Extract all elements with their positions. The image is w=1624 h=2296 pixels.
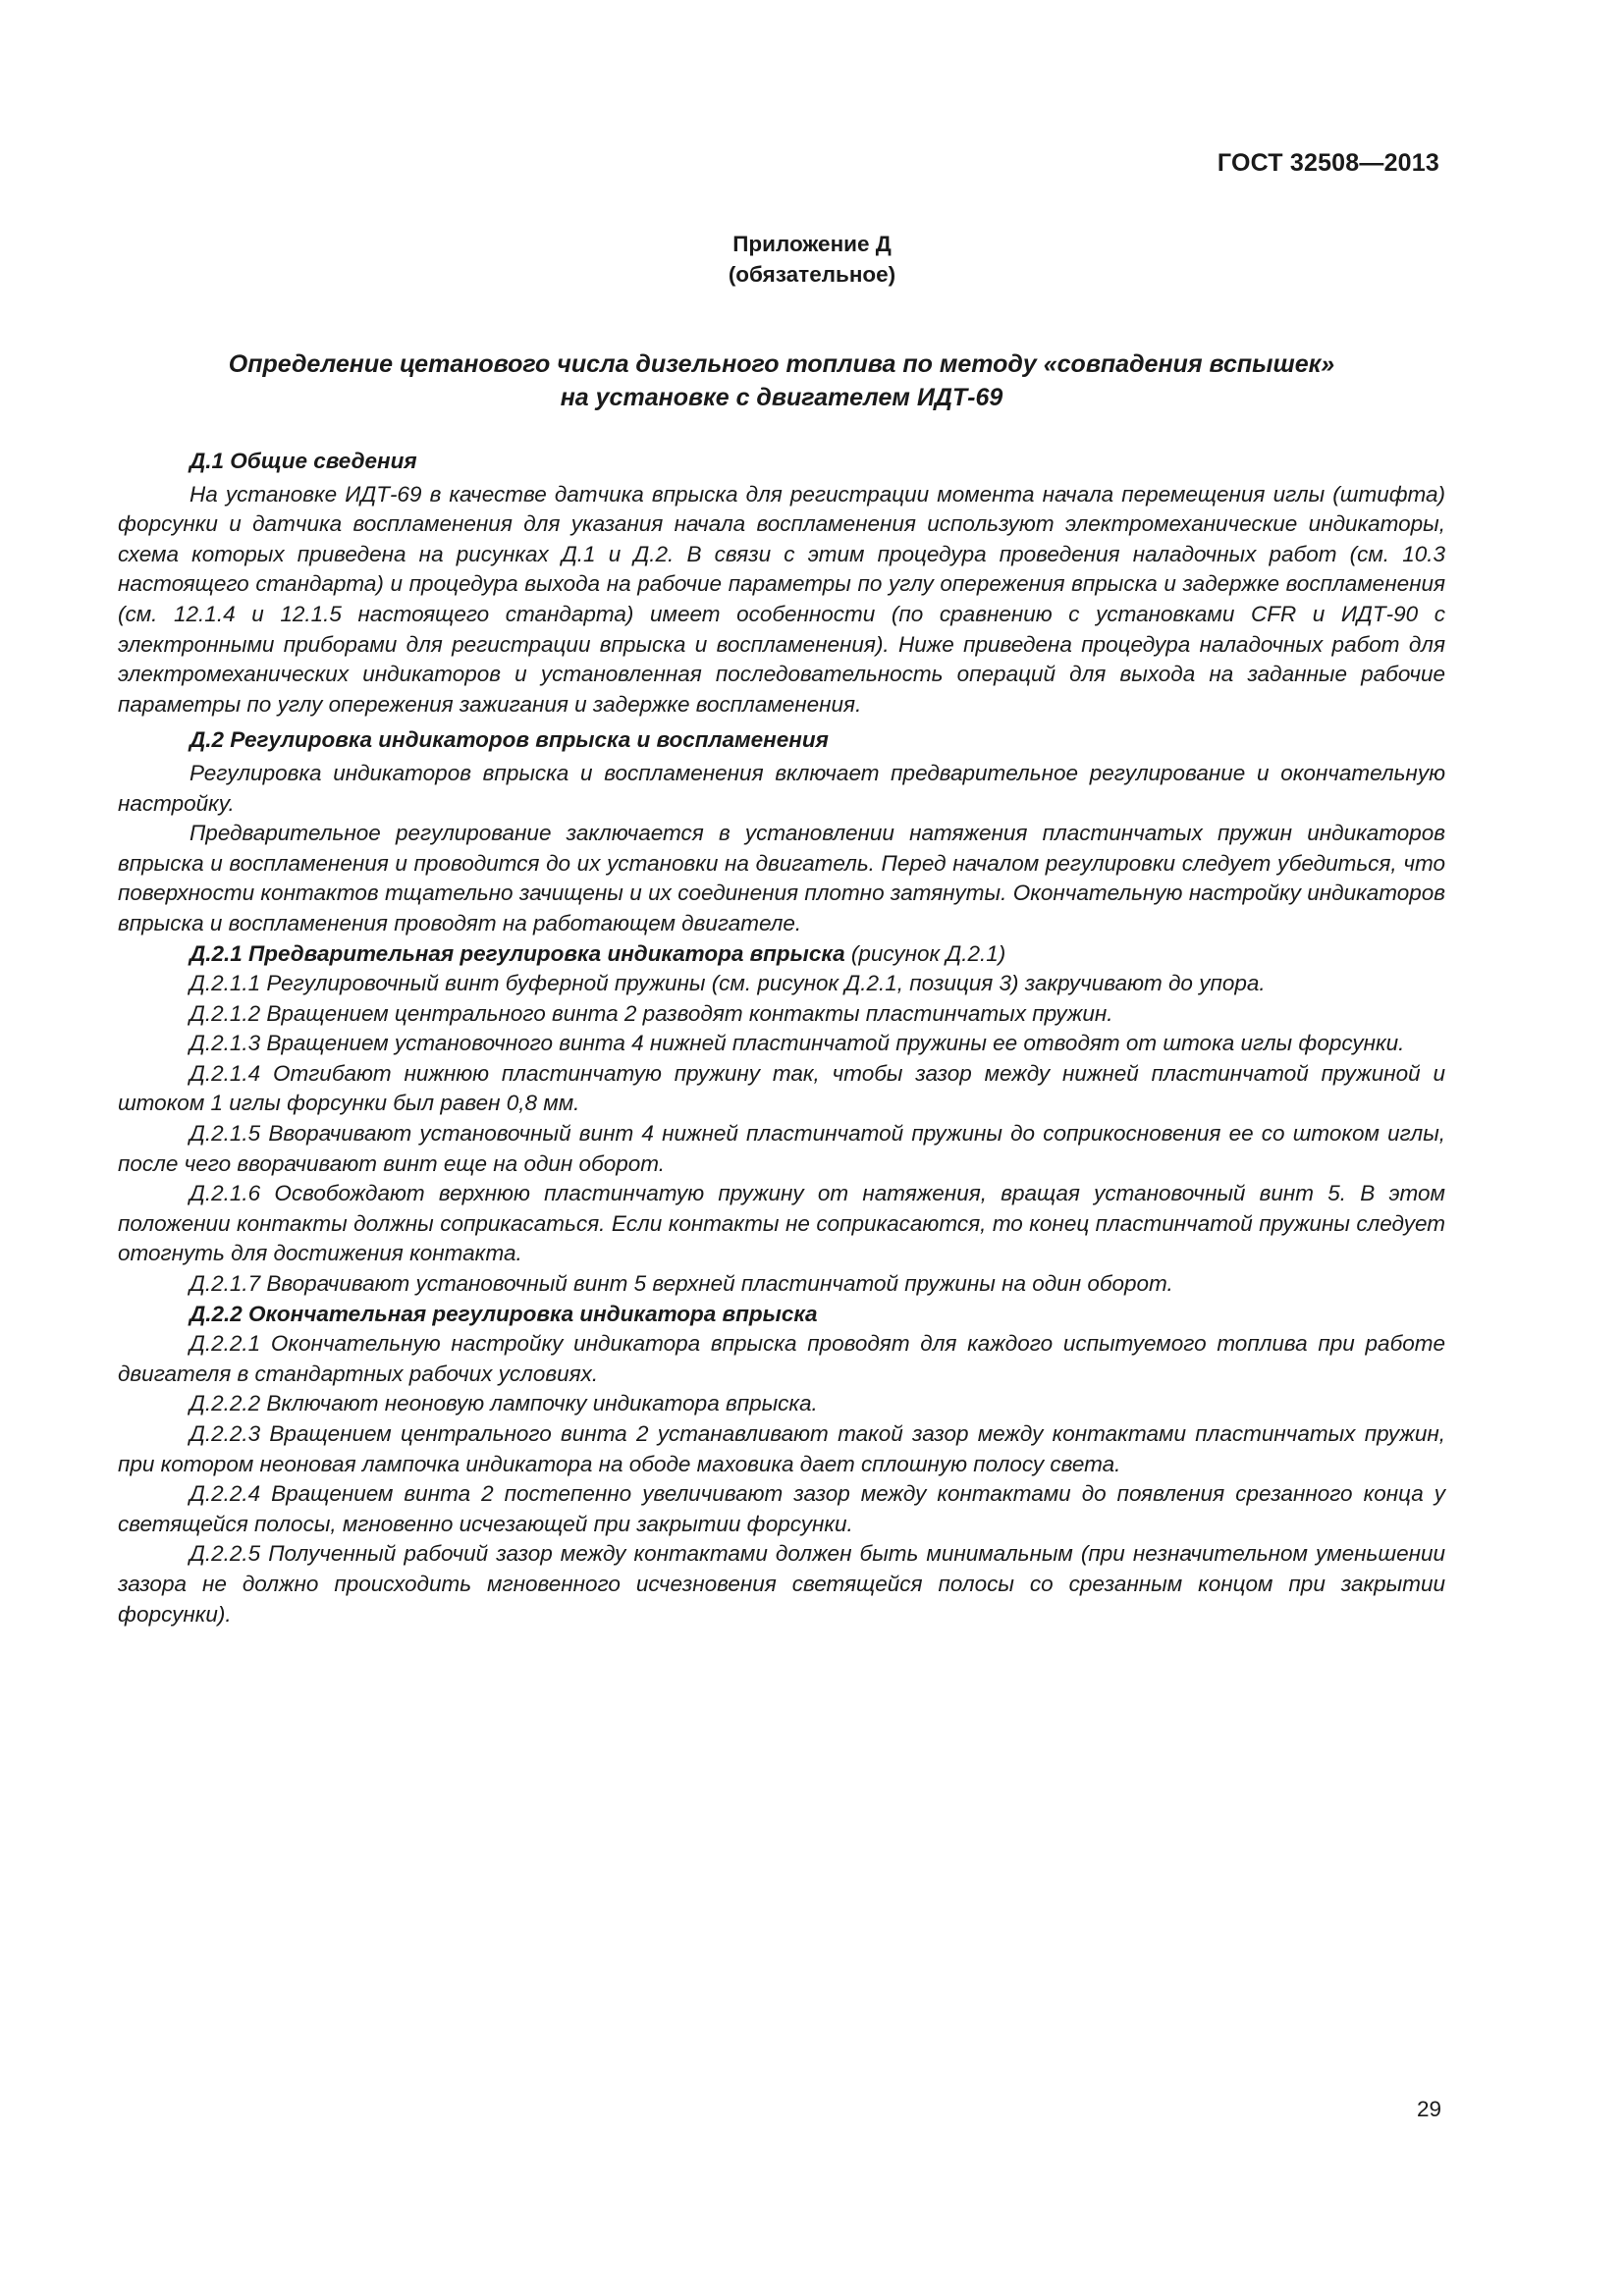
appendix-status: (обязательное): [728, 262, 896, 287]
list-item-d223: Д.2.2.3 Вращением центрального винта 2 устанавливают такой зазор между контактами пластинчатых пружин, при котором неоновая лампочка индикатора на ободе маховика дает сплошную полосу света.: [118, 1421, 1445, 1476]
document-body: [118, 447, 1445, 1629]
appendix-title: Приложение Д: [732, 232, 892, 256]
subsection-heading-d21-figure-ref: (рисунок Д.2.1): [844, 940, 1006, 966]
list-item-d225: Д.2.2.5 Полученный рабочий зазор между контактами должен быть минимальным (при незначительном уменьшении зазора не должно происходить мгновенного исчезновения светящейся полосы со срезанным концом при закрытии форсунки).: [118, 1541, 1445, 1627]
list-item-d213: Д.2.1.3 Вращением установочного винта 4 нижней пластинчатой пружины ее отводят от штока иглы форсунки.: [189, 1031, 1405, 1056]
paragraph-d1: На установке ИДТ-69 в качестве датчика впрыска для регистрации момента начала перемещения иглы (штифта) форсунки и датчика воспламенения для указания начала воспламенения используют электромеханические индикаторы, схема которых приведена на рисунках Д.1 и Д.2. В связи с этим процедура проведения наладочных работ (см. 10.3 настоящего стандарта) и процедура выхода на рабочие параметры по углу опережения впрыска и задержке воспламенения (см. 12.1.4 и 12.1.5 настоящего стандарта) имеет особенности (по сравнению с установками CFR и ИДТ-90 с электронными приборами для регистрации впрыска и воспламенения). Ниже приведена процедура наладочных работ для электромеханических индикаторов и установленная последовательность операций для выхода на заданные рабочие параметры по углу опережения зажигания и задержке воспламенения.: [118, 481, 1445, 717]
subsection-heading-d21-title: Д.2.1 Предварительная регулировка индикатора впрыска: [189, 940, 845, 966]
section-heading-d2: Д.2 Регулировка индикаторов впрыска и воспламенения: [189, 727, 829, 753]
list-item-d224: Д.2.2.4 Вращением винта 2 постепенно увеличивают зазор между контактами до появления срезанного конца у светящейся полосы, мгновенно исчезающей при закрытии форсунки.: [118, 1481, 1445, 1536]
section-heading-d1: Д.1 Общие сведения: [189, 449, 417, 473]
appendix-heading: [0, 229, 1624, 290]
paragraph-d2-2: Предварительное регулирование заключается в установлении натяжения пластинчатых пружин индикаторов впрыска и воспламенения и проводится до их установки на двигатель. Перед началом регулировки следует убедиться, что поверхности контактов тщательно зачищены и их соединения плотно затянуты. Окончательную настройку индикаторов впрыска и воспламенения проводят на работающем двигателе.: [118, 821, 1445, 935]
document-title-line-2: на установке с двигателем ИДТ-69: [560, 384, 1003, 411]
page-number: 29: [1416, 2097, 1441, 2121]
document-code: ГОСТ 32508—2013: [1217, 149, 1439, 177]
list-item-d222: Д.2.2.2 Включают неоновую лампочку индикатора впрыска.: [189, 1391, 818, 1416]
paragraph-d2-1: Регулировка индикаторов впрыска и воспламенения включает предварительное регулирование и окончательную настройку.: [118, 760, 1445, 816]
list-item-d211: Д.2.1.1 Регулировочный винт буферной пружины (см. рисунок Д.2.1, позиция 3) закручивают до упора.: [189, 971, 1266, 996]
list-item-d216: Д.2.1.6 Освобождают верхнюю пластинчатую пружину от натяжения, вращая установочный винт 5. В этом положении контакты должны соприкасаться. Если контакты не соприкасаются, то конец пластинчатой пружины следует отогнуть для достижения контакта.: [118, 1181, 1445, 1266]
document-title-line-1: Определение цетанового числа дизельного топлива по методу «совпадения вспышек»: [228, 350, 1335, 378]
list-item-d221: Д.2.2.1 Окончательную настройку индикатора впрыска проводят для каждого испытуемого топлива при работе двигателя в стандартных рабочих условиях.: [118, 1331, 1445, 1386]
document-title: [118, 347, 1445, 414]
subsection-heading-d21: [118, 939, 1445, 970]
list-item-d215: Д.2.1.5 Вворачивают установочный винт 4 нижней пластинчатой пружины до соприкосновения ее со штоком иглы, после чего вворачивают винт еще на один оборот.: [118, 1121, 1445, 1176]
subsection-heading-d22: Д.2.2 Окончательная регулировка индикатора впрыска: [189, 1301, 818, 1326]
list-item-d212: Д.2.1.2 Вращением центрального винта 2 разводят контакты пластинчатых пружин.: [189, 1000, 1113, 1026]
list-item-d217: Д.2.1.7 Вворачивают установочный винт 5 верхней пластинчатой пружины на один оборот.: [189, 1271, 1173, 1297]
list-item-d214: Д.2.1.4 Отгибают нижнюю пластинчатую пружину так, чтобы зазор между нижней пластинчатой пружиной и штоком 1 иглы форсунки был равен 0,8 мм.: [118, 1060, 1445, 1116]
